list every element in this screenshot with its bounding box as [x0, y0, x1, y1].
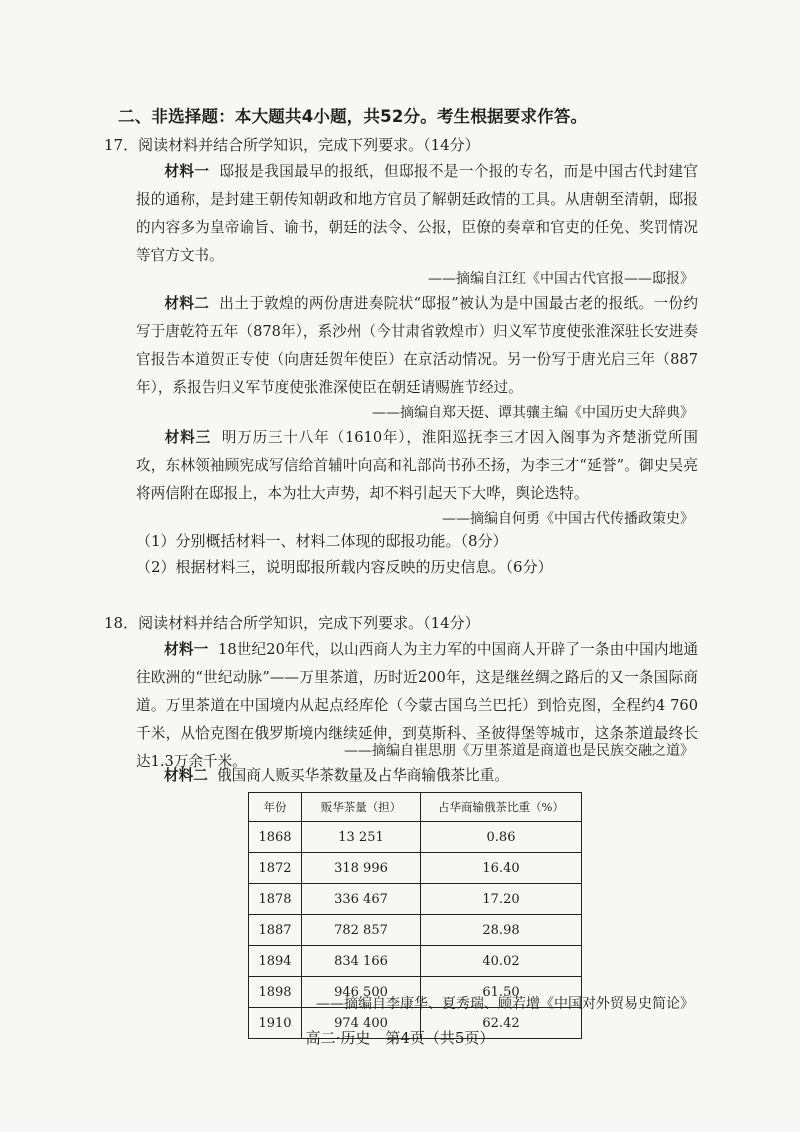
q17-m3-label: 材料三: [164, 429, 211, 446]
q17-material-3: [136, 424, 698, 508]
cell-share: 0.86: [421, 822, 582, 853]
cell-share: 16.40: [421, 853, 582, 884]
page-footer: 高二·历史 第4页（共5页）: [305, 1029, 495, 1047]
cell-year: 1872: [249, 853, 302, 884]
q17-m2-citation: ——摘编自郑天挺、谭其骧主编《中国历史大辞典》: [372, 405, 694, 421]
q17-m1-label: 材料一: [164, 163, 210, 180]
q17-header: 17．阅读材料并结合所学知识，完成下列要求。（14分）: [104, 136, 480, 154]
column-header-share: 占华商输俄茶比重（%）: [421, 793, 582, 822]
cell-share: 40.02: [421, 946, 582, 977]
q18-material-2: [136, 762, 698, 790]
table-row: [249, 884, 582, 915]
cell-year: 1887: [249, 915, 302, 946]
q17-m1-citation: ——摘编自江红《中国古代官报——邸报》: [428, 271, 694, 287]
cell-volume: 336 467: [302, 884, 421, 915]
cell-share: 61.50: [421, 977, 582, 1008]
table-header-row: [249, 793, 582, 822]
q17-material-1: [136, 158, 698, 270]
q18-m1-text: 18世纪20年代，以山西商人为主力军的中国商人开辟了一条由中国内地通往欧洲的“世纪动脉”——万里茶道，历时近200年，这是继丝绸之路后的又一条国际商道。万里茶道在中国境内从起点经库伦（今蒙古国乌兰巴托）到恰克图，全程约4 760千米，从恰克图在俄罗斯境内继续延伸，到莫斯科、圣彼得堡等城市，这条茶道最终长达1.3万余千米。: [136, 641, 698, 770]
q18-m2-caption: 俄国商人贩买华茶数量及占华商输俄茶比重。: [217, 767, 509, 784]
q18-m1-citation: ——摘编自崔思朋《万里茶道是商道也是民族交融之道》: [344, 743, 694, 759]
cell-year: 1898: [249, 977, 302, 1008]
q17-m3-citation: ——摘编自何勇《中国古代传播政策史》: [442, 511, 694, 527]
column-header-year: 年份: [249, 793, 302, 822]
cell-year: 1878: [249, 884, 302, 915]
q17-m2-text: 出土于敦煌的两份唐进奏院状“邸报”被认为是中国最古老的报纸。一份约写于唐乾符五年（878年），系沙州（今甘肃省敦煌市）归义军节度使张淮深驻长安进奏官报告本道贺正专使（向唐廷贺年使臣）在京活动情况。另一份写于唐光启三年（887年），系报告归义军节度使张淮深使臣在朝廷请赐旌节经过。: [136, 295, 698, 396]
q18-header: 18．阅读材料并结合所学知识，完成下列要求。（14分）: [104, 614, 480, 632]
q18-m2-label: 材料二: [164, 767, 208, 784]
q17-m1-text: 邸报是我国最早的报纸，但邸报不是一个报的专名，而是中国古代封建官报的通称，是封建王朝传知朝政和地方官员了解朝廷政情的工具。从唐朝至清朝，邸报的内容多为皇帝谕旨、谕书，朝廷的法令、公报，臣僚的奏章和官吏的任免、奖罚情况等官方文书。: [136, 163, 698, 264]
cell-year: 1868: [249, 822, 302, 853]
table-row: [249, 822, 582, 853]
cell-year: 1894: [249, 946, 302, 977]
table-row: [249, 946, 582, 977]
cell-share: 62.42: [421, 1008, 582, 1039]
q17-m2-label: 材料二: [164, 295, 210, 312]
q17-subquestion-1: （1）分别概括材料一、材料二体现的邸报功能。（8分）: [136, 532, 508, 550]
cell-volume: 946 500: [302, 977, 421, 1008]
q18-m1-label: 材料一: [164, 641, 209, 658]
table-row: [249, 853, 582, 884]
cell-share: 17.20: [421, 884, 582, 915]
table-row: [249, 915, 582, 946]
cell-volume: 974 400: [302, 1008, 421, 1039]
cell-share: 28.98: [421, 915, 582, 946]
cell-volume: 782 857: [302, 915, 421, 946]
column-header-volume: 贩华茶量（担）: [302, 793, 421, 822]
section-title: 二、非选择题：本大题共4小题，共52分。考生根据要求作答。: [118, 107, 588, 126]
cell-volume: 318 996: [302, 853, 421, 884]
q17-subquestion-2: （2）根据材料三，说明邸报所载内容反映的历史信息。（6分）: [136, 558, 553, 576]
q17-material-2: [136, 290, 698, 402]
cell-year: 1910: [249, 1008, 302, 1039]
q17-m3-text: 明万历三十八年（1610年），淮阳巡抚李三才因入阁事为齐楚浙党所围攻，东林领袖顾宪成写信给首辅叶向高和礼部尚书孙丕扬，为李三才“延誉”。御史吴亮将两信附在邸报上，本为壮大声势，却不料引起天下大哗，舆论迭特。: [136, 429, 698, 502]
q18-m2-citation: ——摘编自李康华、夏秀瑞、顾若增《中国对外贸易史简论》: [316, 996, 694, 1012]
cell-volume: 834 166: [302, 946, 421, 977]
cell-volume: 13 251: [302, 822, 421, 853]
